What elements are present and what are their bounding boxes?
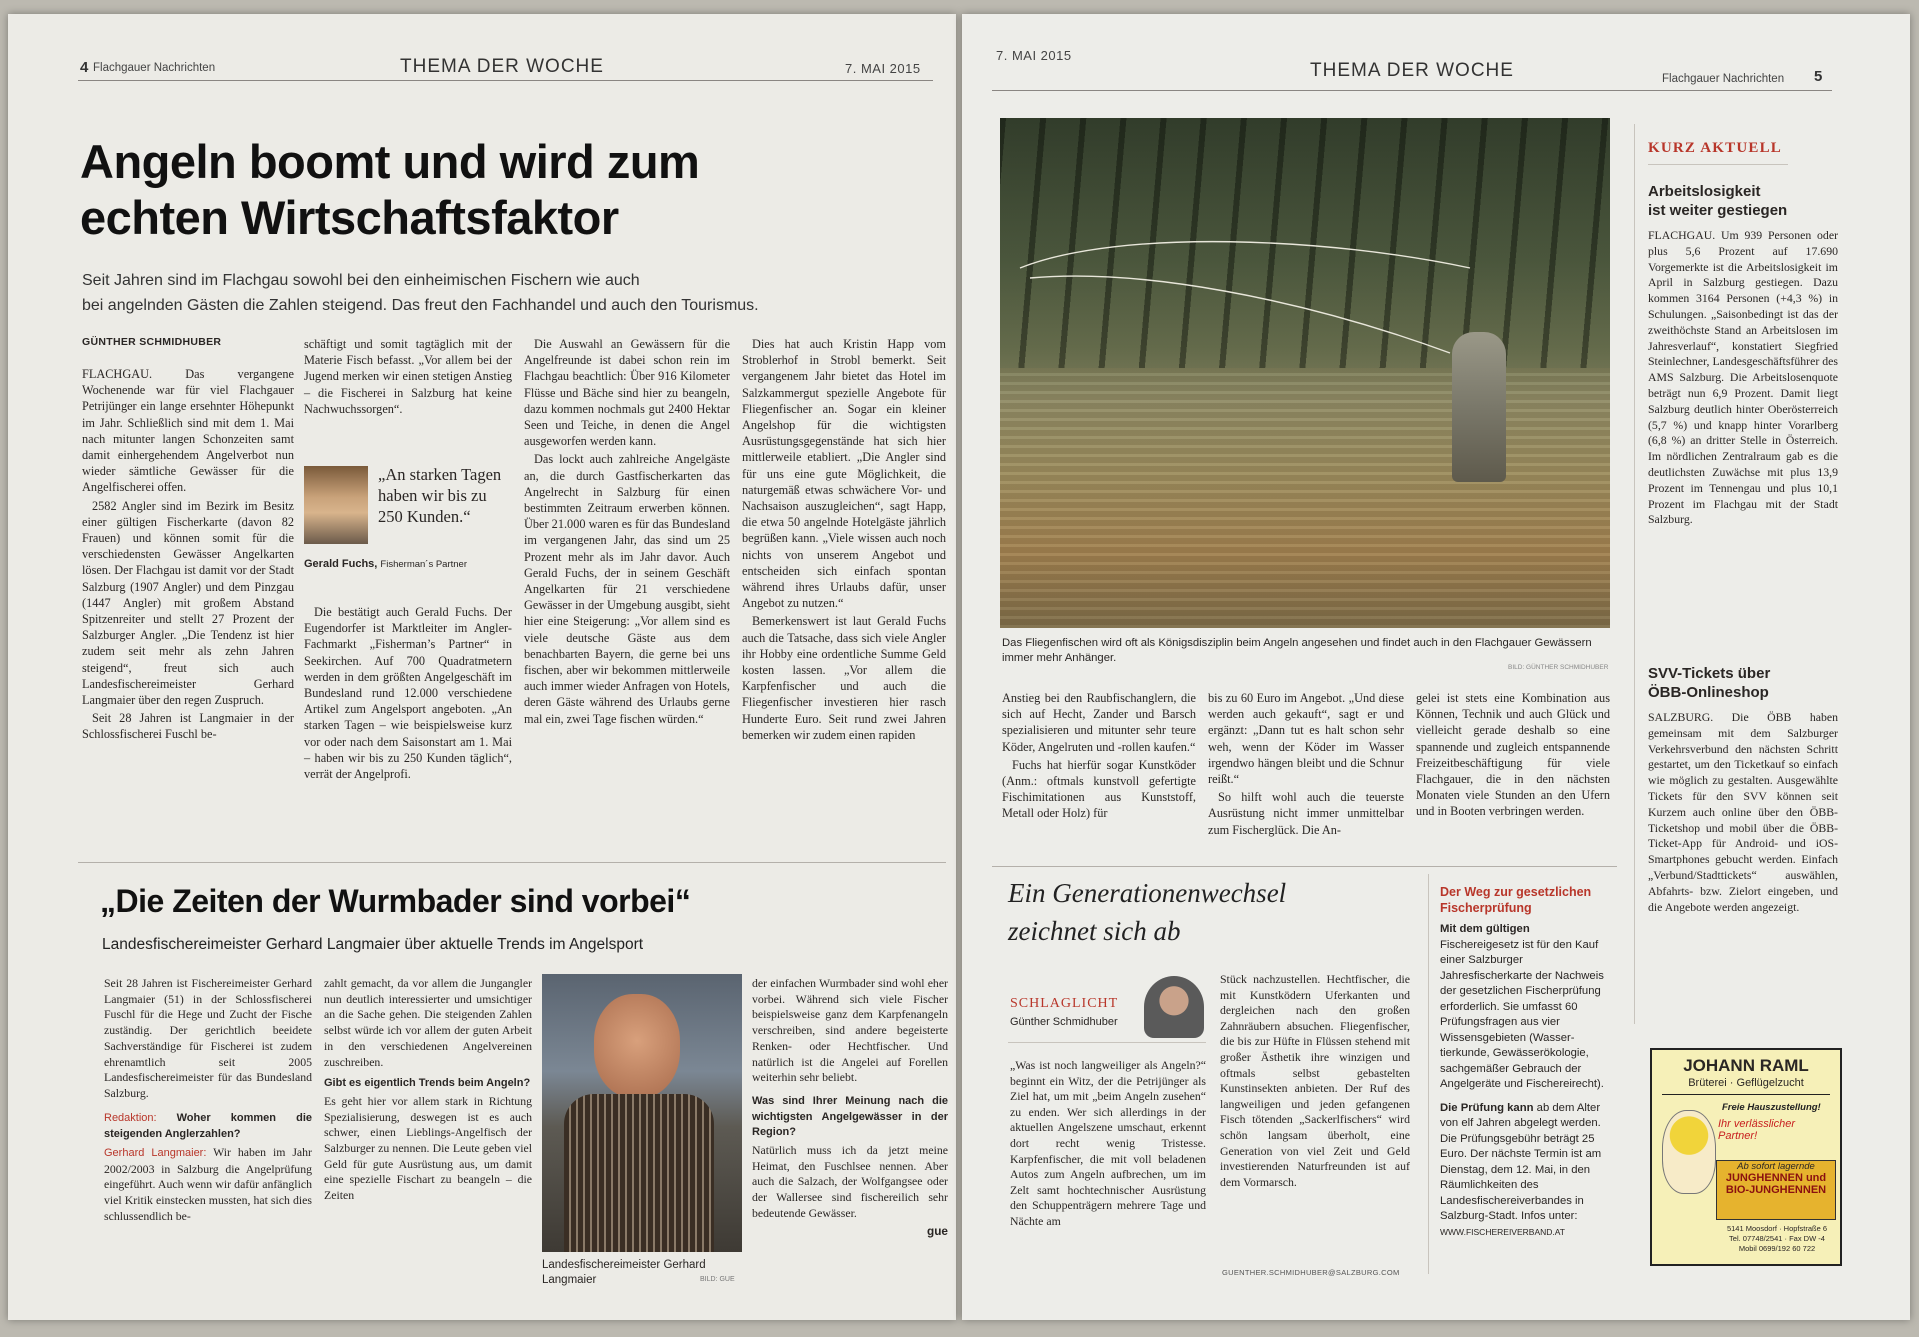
- paragraph: Anstieg bei den Raubfischanglern, die sich auf Hecht, Zander und Barsch spezialisieren und mitunter sehr teure Köder, Angelruten und -rollen kaufen.“: [1002, 691, 1196, 754]
- ad-phone: Tel. 07748/2541 · Fax DW -4: [1729, 1234, 1825, 1243]
- paragraph: Natürlich muss ich da jetzt meine Heimat, den Fuschlsee nennen. Aber auch die Salzach, der Wolfgangsee oder der Wallersee sind fischereilich sehr bedeutende Gewässer.: [752, 1143, 948, 1220]
- comment-author: Günther Schmidhuber: [1010, 1016, 1118, 1028]
- quote-attribution: [304, 558, 467, 570]
- ad-offer-box: [1716, 1160, 1836, 1220]
- advertisement-box: [1650, 1048, 1842, 1266]
- standfirst-line: Seit Jahren sind im Flachgau sowohl bei den einheimischen Fischern wie auch: [82, 272, 640, 289]
- section-divider: [992, 866, 1617, 867]
- ad-offer-line: Ab sofort lagernde: [1737, 1161, 1815, 1172]
- interview-column-1: [104, 976, 312, 1227]
- quote-role: Fisherman´s Partner: [380, 559, 468, 570]
- paragraph: Dies hat auch Kristin Happ vom Stroblerhof in Strobl bemerkt. Seit vergangenem Jahr bietet das Hotel im Salzkammergut spezielle Angebote für Fliegenfischer an. Sogar ein kleiner Angelshop für die wichtigsten Ausrüstungsgegenstände hat sich hier mittlerweile etabliert. „Die Angler sind für uns eine gute Möglichkeit, die naturgemäß etwas schwächere Vor- und Nachsaison auszugleichen“, sagt Happ, die etwa 50 angelnde Hotelgäste jährlich begrüßen kann. „Viele wissen auch noch nichts von unserem Angebot und entscheiden sich einfach spontan während ihres Urlaubs dafür, unser Angebot zu nutzen.“: [742, 337, 946, 611]
- paragraph: Es geht hier vor allem stark in Richtung Spezialisierung, deswegen ist es auch schwer, einen Lieblings-Angelfisch der Salzburger zu nennen. Die Leute geben viel Geld für gute Ausrüstung aus, um damit eine spezielle Fischart zu beangeln – die Zeiten: [324, 1093, 532, 1203]
- info-url: WWW.FISCHEREIVERBAND.AT: [1440, 1226, 1565, 1237]
- section-title: THEMA DER WOCHE: [400, 56, 604, 77]
- info-box-rule: [1428, 874, 1429, 1274]
- article-continuation-column-3: [1416, 690, 1610, 822]
- paragraph: FLACHGAU. Das vergangene Wochenende war für viel Flachgauer Petrijünger ein lange ersehnter Höhepunkt im Jahr. Schließlich sind mit dem 1. Mai nach mitunter langen Schonzeiten samt damit einhergehendem Angelverbot nun wieder sämtliche Gewässer für die Angelfischerei offen.: [82, 367, 294, 495]
- right-page: [962, 14, 1910, 1320]
- interview-subhead: Landesfischereimeister Gerhard Langmaier über aktuelle Trends im Angelsport: [102, 936, 644, 953]
- paragraph: Die Auswahl an Gewässern für die Angelfreunde ist dabei schon rein im Flachgau beachtlich: Über 916 Kilometer Flüsse und Bäche sind hier zu beangeln, dazu kommen nochmals gut 2400 Hektar Seen und Teiche, in denen die Angel ausgeworfen werden kann.: [524, 337, 730, 449]
- info-paragraph: [1440, 922, 1610, 1093]
- quote-portrait-photo: [304, 466, 368, 544]
- question-label: Redaktion:: [104, 1111, 157, 1124]
- quote-name: Gerald Fuchs,: [304, 558, 378, 570]
- info-text: ab dem Alter von elf Jahren abgelegt werden. Die Prüfungsgebühr beträgt 25 Euro. Der nächste Termin ist am Dienstag, dem 12. Mai, in den Räumlichkeiten des Landesfischereiverbandes in Salzburg-Stadt. Infos unter:: [1440, 1101, 1602, 1222]
- header-rule: [992, 90, 1832, 91]
- byline: GÜNTHER SCHMIDHUBER: [82, 336, 222, 348]
- headline-line: Angeln boomt und wird zum: [80, 135, 700, 188]
- paragraph: SALZBURG. Die ÖBB haben gemeinsam mit dem Salzburger Verkehrsverbund den nächsten Schritt gestartet, um den Ticketkauf so einfach wie möglich zu gestalten. Ausgewählte Tickets für den SVV können seit Kurzem auch online über den ÖBB-Ticketshop und mobil über die ÖBB-Ticket-App für Android- und iOS-Smartphones gebucht werden. Einfach „Verbund/Stadttickets“ auswählen, Abfahrts- bzw. Zielort eingeben, und die Angebote werden angezeigt.: [1648, 710, 1838, 914]
- photo-caption: Das Fliegenfischen wird oft als Königsdisziplin beim Angeln angesehen und findet auch in den Flachgauer Gewässern immer mehr Anhänger.: [1002, 637, 1592, 664]
- ad-tagline: Ihr verlässlicher Partner!: [1718, 1118, 1796, 1142]
- answer-label: Gerhard Langmaier:: [104, 1147, 207, 1160]
- interview-column-2: [324, 976, 532, 1206]
- portrait-shirt-shape: [564, 1094, 714, 1252]
- ad-company-name: JOHANN RAML: [1683, 1056, 1809, 1075]
- paragraph: Stück nachzustellen. Hechtfischer, die mit Kunstködern Uferkanten und dergleichen nach den großen Zahnräubern absuchen. Fliegenfischer, die bis zur Hüfte in Flüssen stehend mit großer Ästhetik ihre winzigen und oftmals selbst gebastelten Kunstinsekten anbieten. Der Ruf des langweiligen und jeden gefangenen Fisch tötenden „Sackerlfischers“ wird schön langsam überholt, eine Generation von viel Zeit und Geld investierenden Naturfreunden ist auf dem Vormarsch.: [1220, 972, 1410, 1189]
- angler-figure-shape: [1452, 332, 1506, 482]
- brief-headline: [1648, 182, 1787, 220]
- comment-headline: [1008, 874, 1286, 950]
- chick-egg-illustration: [1662, 1110, 1716, 1194]
- ad-company-sub: Brüterei · Geflügelzucht: [1688, 1077, 1804, 1089]
- paragraph: Seit 28 Jahren ist Fischereimeister Gerhard Langmaier (51) in der Schlossfischerei Fuschl für die Hege und Zucht der Fische zuständig. Der gerichtlich beeidete Sachverständige für Fischerei ist zudem ehrenamtlich seit 2005 Landesfischereimeister für das Bundesland Salzburg.: [104, 976, 312, 1100]
- comment-column-2: [1220, 972, 1410, 1192]
- paragraph: gelei ist stets eine Kombination aus Können, Technik und auch Glück und vielleicht gerade deshalb so eine spannende und zugleich entspannende Freizeitbeschäftigung für viele Flachgauer, die in den nächsten Monaten viele Stunden an den Ufern und in Booten verbringen werden.: [1416, 691, 1610, 819]
- photo-credit: BILD: GÜNTHER SCHMIDHUBER: [1508, 664, 1609, 671]
- interview-portrait-photo: [542, 974, 742, 1252]
- header-rule: [78, 80, 933, 81]
- photo-credit: BILD: GUE: [700, 1276, 735, 1283]
- ad-rule: [1662, 1094, 1830, 1095]
- brief-text: [1648, 710, 1838, 917]
- paragraph: 2582 Angler sind im Bezirk im Besitz einer gültigen Fischerkarte (davon 82 Frauen) und können somit für die verschiedensten Gewässer Angelkarten lösen. Der Flachgau ist damit vor der Stadt Salzburg (1907 Angler) und dem Pinzgau (1447 Angler) mit großem Abstand Spitzenreiter und stellt 27 Prozent der Salzburger Angler. „Die Tendenz ist hier zudem seit mehr als zehn Jahren steigend“, freut sich auch Landesfischereimeister Gerhard Langmaier über den regen Zuspruch.: [82, 498, 294, 708]
- interview-question: Was sind Ihrer Meinung nach die wichtigsten Angelgewässer in der Region?: [752, 1094, 948, 1139]
- info-lead: Mit dem gültigen: [1440, 923, 1530, 935]
- headline: [80, 134, 699, 246]
- page-number: 4: [80, 59, 89, 76]
- comment-label: SCHLAGLICHT: [1010, 996, 1119, 1011]
- sidebar-label-rule: [1648, 164, 1788, 165]
- article-column-1: [82, 366, 294, 745]
- paragraph: So hilft wohl auch die teuerste Ausrüstung nicht immer unmittelbar zum Fischerglück. Die An-: [1208, 790, 1404, 837]
- sidebar-rule: [1634, 124, 1635, 1024]
- paragraph: Die bestätigt auch Gerald Fuchs. Der Eugendorfer ist Marktleiter im Angler-Fachmarkt „Fisherman’s Partner“ in Seekirchen. Auf 700 Quadratmetern werden in dem größten Angelgeschäft im Bundesland rund 12.000 verschiedene Artikel zum Angelsport angeboten. „An starken Tagen – wie beispielsweise kurz vor oder nach dem Saisonstart am 1. Mai – haben wir bis zu 250 Kunden täglich“, verrät der Angelprofi.: [304, 605, 512, 782]
- interview-question: [104, 1110, 312, 1143]
- standfirst-line: bei angelnden Gästen die Zahlen steigend. Das freut den Fachhandel und auch den Tourismus.: [82, 297, 759, 314]
- section-divider: [78, 862, 946, 863]
- paragraph: bis zu 60 Euro im Angebot. „Und diese werden auch gekauft“, sagt er und ergänzt: „Dann tut es halt schon sehr weh, wenn der Köder im Wasser irgendwo hängen bleibt und die Schnur reißt.“: [1208, 691, 1404, 787]
- pull-quote: „An starken Tagen haben wir bis zu 250 Kunden.“: [378, 465, 502, 526]
- paragraph: schäftigt und somit tagtäglich mit der Materie Fisch befasst. „Vor allem bei der Jugend merken wir einen stetigen Anstieg – die Fischerei in Salzburg hat keine Nachwuchssorgen“.: [304, 337, 512, 416]
- ad-contact: [1716, 1224, 1838, 1254]
- brief-headline-line: ist weiter gestiegen: [1648, 202, 1788, 219]
- brief-headline-line: SVV-Tickets über: [1648, 665, 1771, 682]
- info-paragraph: [1440, 1101, 1610, 1241]
- comment-rule: [1008, 1042, 1206, 1043]
- ad-offer-line: JUNGHENNEN und: [1725, 1172, 1827, 1184]
- paragraph: Bemerkenswert ist laut Gerald Fuchs auch die Tatsache, dass sich viele Angler ihr Hobby eine ordentliche Summe Geld kosten lassen. „Vor allem die Karpfenfischer und auch die Fliegenfischer investieren hier rasch Hunderte Euro. Seit rund zwei Jahren bemerken wir zudem einen rapiden: [742, 614, 946, 742]
- comment-email: GUENTHER.SCHMIDHUBER@SALZBURG.COM: [1222, 1268, 1400, 1277]
- paragraph: „Was ist noch langweiliger als Angeln?“ beginnt ein Witz, der die Petrijünger als Ziel hat, um mit „beim Angeln zusehen“ zu enden. Wer sich allerdings in der aktuellen Angelszene umschaut, erkennt dort recht wenig Tristesse. Karpfenfischer, die mit voll beladenen Autos zum Angeln aufbrechen, um im Zelt samt hochtechnischer Ausrüstung den Schuppenträgern mehrere Tage und Nächte am: [1010, 1058, 1206, 1228]
- paragraph: zahlt gemacht, da vor allem die Jungangler nun deutlich interessierter und umsichtiger an die Sache gehen. Die steigenden Zahlen selbst würde ich vor allem der guten Arbeit in den verschiedenen Angelvereinen zuschreiben.: [324, 976, 532, 1069]
- interview-question: Gibt es eigentlich Trends beim Angeln?: [324, 1077, 531, 1090]
- interview-column-3: [752, 976, 948, 1241]
- ad-address: 5141 Moosdorf · Hopfstraße 6: [1726, 1224, 1828, 1233]
- article-column-3: [524, 336, 730, 729]
- standfirst: [82, 268, 759, 318]
- quote-box: [304, 460, 512, 576]
- author-initials: gue: [927, 1223, 948, 1238]
- photo-caption: Landesfischereimeister Gerhard Langmaier: [542, 1259, 706, 1286]
- article-column-2: [304, 336, 512, 419]
- sidebar-label: KURZ AKTUELL: [1648, 140, 1783, 156]
- article-column-4: [742, 336, 946, 745]
- headline-line: echten Wirtschaftsfaktor: [80, 191, 619, 244]
- paragraph: Fuchs hat hierfür sogar Kunstköder (Anm.: oftmals kunstvoll gefertigte Fischimitationen aus Kunststoff, Metall oder Holz) für: [1002, 757, 1196, 821]
- comment-headline-line: zeichnet sich ab: [1008, 916, 1181, 946]
- ad-mobile: Mobil 0699/192 60 722: [1738, 1244, 1816, 1253]
- info-box-title-line: Fischerprüfung: [1440, 901, 1532, 915]
- article-continuation-column-2: [1208, 690, 1404, 840]
- interview-headline: „Die Zeiten der Wurmbader sind vorbei“: [100, 883, 691, 919]
- answer-text: Wir haben im Jahr 2002/2003 in Salzburg die Angelprüfung eingeführt. Auch wenn wir dafür anfänglich viel Kritik einstecken mussten, hat sich dies schlussendlich be-: [104, 1145, 312, 1223]
- brief-headline-line: ÖBB-Onlineshop: [1648, 684, 1769, 701]
- brief-headline-line: Arbeitslosigkeit: [1648, 183, 1761, 200]
- paragraph: FLACHGAU. Um 939 Personen oder plus 5,6 Prozent auf 17.690 Vorgemerkte ist die Arbeitslosigkeit im April in Salzburg gestiegen. Dazu kommen 3164 Personen (+4,3 %) in Schulungen. „Saisonbedingt ist das der zweithöchste Stand an Arbeitslosen im Jahresverlauf“, konstatiert Siegfried Steinlechner, Landesgeschäftsführer des AMS Salzburg. Die Arbeitslosenquote beträgt nun 6,9 Prozent. Damit liegt Salzburg deutlich hinter Oberösterreich (5,7 %) und knapp hinter Vorarlberg (6,8 %) an dritter Stelle in Österreich. Im nördlichen Zentralraum gab es die deutlichsten Zuwächse mit plus 13,9 Prozent im Tennengau und plus 10,1 Prozent im Flachgau mit der Stadt Salzburg.: [1648, 228, 1838, 527]
- info-lead: Die Prüfung kann: [1440, 1101, 1534, 1114]
- article-continuation-column-1: [1002, 690, 1196, 824]
- info-box-title-line: Der Weg zur gesetzlichen: [1440, 885, 1592, 899]
- comment-column-1: [1010, 1058, 1206, 1232]
- paper-name: Flachgauer Nachrichten: [93, 62, 216, 74]
- ad-line: Freie Hauszustellung!: [1722, 1102, 1821, 1113]
- paragraph: Das lockt auch zahlreiche Angelgäste an, die durch Gastfischerkarten das Angelrecht in Salzburg für einen bestimmten Zeitraum erwerben können. Über 21.000 waren es für das Bundesland im vergangenen Jahr, das sind um 25 Prozent mehr als im Jahr davor. Auch Gerald Fuchs, der in seinem Geschäft Angelkarten für 21 verschiedene Gewässer in der Umgebung ausgibt, sieht hier eine Steigerung: „Vor allem sind es viele deutsche Gäste aus dem benachbarten Bayern, die gerne bei uns fischen, aber wir bekommen mittlerweile auch immer wieder Anfragen von Hotels, deren Gäste während des Urlaubs gerne mal ein, zwei Tage fischen würden.“: [524, 452, 730, 726]
- brief-text: [1648, 228, 1838, 530]
- comment-headline-line: Ein Generationenwechsel: [1008, 878, 1287, 908]
- info-box-body: [1440, 922, 1610, 1240]
- section-title: THEMA DER WOCHE: [1310, 60, 1514, 81]
- ad-offer-line: BIO-JUNGHENNEN: [1725, 1184, 1827, 1196]
- paragraph: Seit 28 Jahren ist Langmaier in der Schlossfischerei Fuschl be-: [82, 711, 294, 742]
- page-number: 5: [1814, 68, 1823, 85]
- info-text: Fischereigesetz ist für den Kauf einer Salzburger Jahresfischerkarte der Nachweis der gesetzlichen Fischerprüfung erforderlich. Sie umfasst 60 Prüfungsfragen aus vier Wissensgebieten (Wassertierkunde, Gewässerökologie, sachgemäßer Gebrauch der Angelgeräte und Fischereirecht).: [1440, 938, 1604, 1090]
- fly-fishing-photo: [1000, 118, 1610, 628]
- issue-date: 7. MAI 2015: [845, 61, 921, 76]
- fishing-line-graphic: [1000, 118, 1610, 628]
- info-box-title: [1440, 884, 1591, 916]
- article-column-2-bottom: [304, 604, 512, 784]
- interview-answer: [104, 1145, 312, 1225]
- paragraph: der einfachen Wurmbader sind wohl eher vorbei. Während sich viele Fischer beispielsweise ganz dem Karpfenangeln verschreiben, sind andere begeisterte Renken- oder Hechtfischer. Und natürlich ist die Angelei auf Forellen weiterhin sehr beliebt.: [752, 976, 948, 1085]
- portrait-face-shape: [594, 994, 680, 1098]
- paper-name: Flachgauer Nachrichten: [1662, 73, 1785, 85]
- comment-author-photo: [1144, 976, 1204, 1038]
- brief-headline: [1648, 664, 1770, 702]
- left-page: [8, 14, 956, 1320]
- issue-date: 7. MAI 2015: [996, 48, 1072, 63]
- question-text: Woher kommen die steigenden Anglerzahlen?: [104, 1111, 312, 1141]
